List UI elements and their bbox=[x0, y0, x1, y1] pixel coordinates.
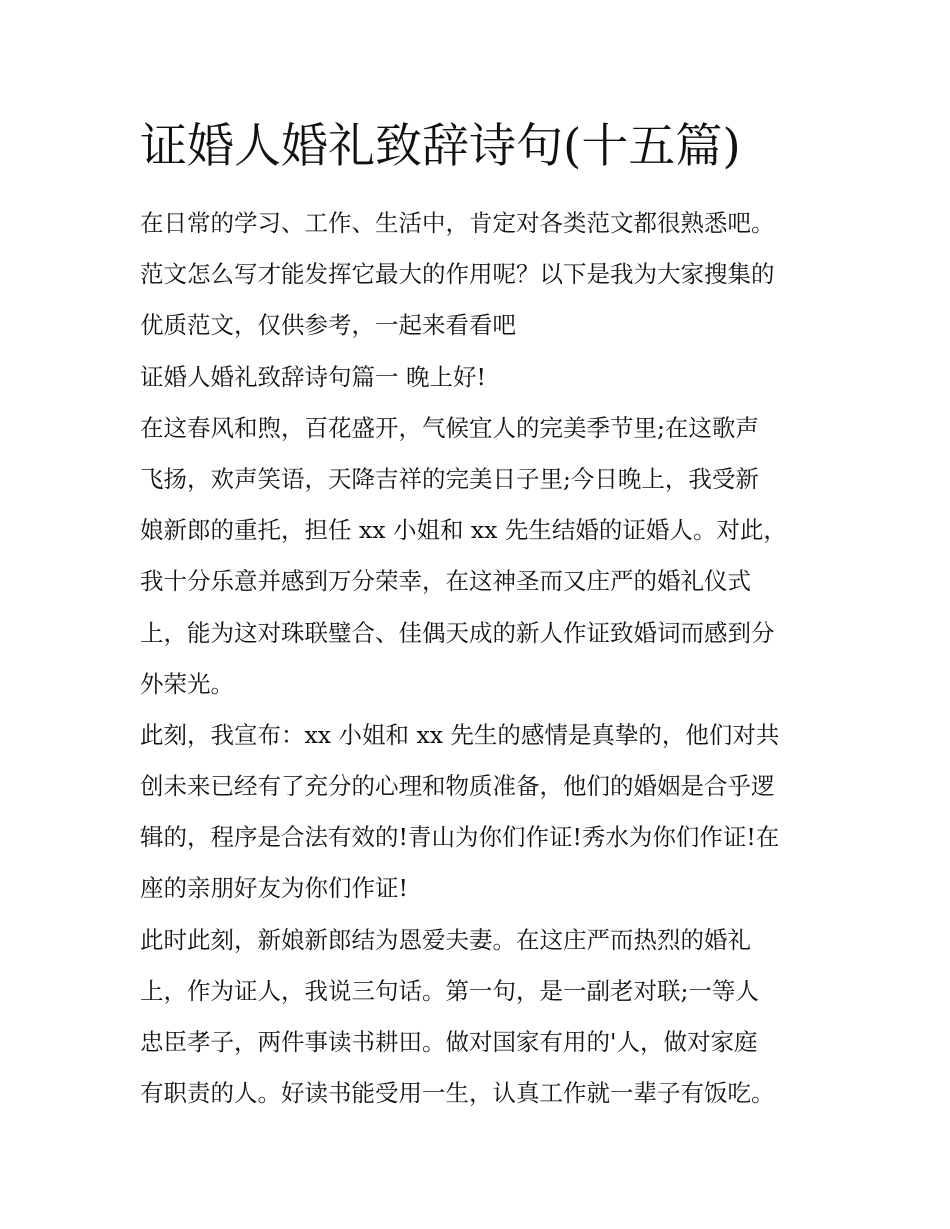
text-line: 外荣光。 bbox=[140, 669, 234, 698]
text-line: 上，作为证人，我说三句话。第一句，是一副老对联;一等人 bbox=[140, 976, 759, 1005]
document-body bbox=[140, 198, 820, 1119]
text-line: 有职责的人。好读书能受用一生，认真工作就一辈子有饭吃。 bbox=[140, 1079, 775, 1108]
text-line: 忠臣孝子，两件事读书耕田。做对国家有用的'人，做对家庭 bbox=[140, 1028, 758, 1056]
text-line: 在这春风和煦，百花盛开，气候宜人的完美季节里;在这歌声 bbox=[140, 413, 759, 442]
text-line: 飞扬，欢声笑语，天降吉祥的完美日子里;今日晚上，我受新 bbox=[140, 464, 759, 493]
text-line: 娘新郎的重托，担任 xx 小姐和 xx 先生结婚的证婚人。对此， bbox=[140, 516, 787, 545]
text-line: 辑的，程序是合法有效的!青山为你们作证!秀水为你们作证!在 bbox=[140, 823, 780, 852]
text-line: 此刻，我宣布：xx 小姐和 xx 先生的感情是真挚的，他们对共 bbox=[140, 720, 780, 749]
text-line: 我十分乐意并感到万分荣幸，在这神圣而又庄严的婚礼仪式 bbox=[140, 567, 751, 596]
text-line: 范文怎么写才能发挥它最大的作用呢？以下是我为大家搜集的 bbox=[140, 260, 775, 289]
text-line: 上，能为这对珠联璧合、佳偶天成的新人作证致婚词而感到分 bbox=[140, 618, 775, 647]
text-line: 创未来已经有了充分的心理和物质准备，他们的婚姻是合乎逻 bbox=[140, 772, 775, 801]
text-line: 优质范文，仅供参考，一起来看看吧 bbox=[140, 311, 516, 340]
document-title: 证婚人婚礼致辞诗句(十五篇) bbox=[140, 119, 741, 174]
section-heading-line: 证婚人婚礼致辞诗句篇一 晚上好! bbox=[140, 362, 486, 391]
text-line: 在日常的学习、工作、生活中，肯定对各类范文都很熟悉吧。 bbox=[140, 209, 775, 237]
text-line: 座的亲朋好友为你们作证! bbox=[140, 874, 408, 903]
text-line: 此时此刻，新娘新郎结为恩爱夫妻。在这庄严而热烈的婚礼 bbox=[140, 925, 751, 954]
